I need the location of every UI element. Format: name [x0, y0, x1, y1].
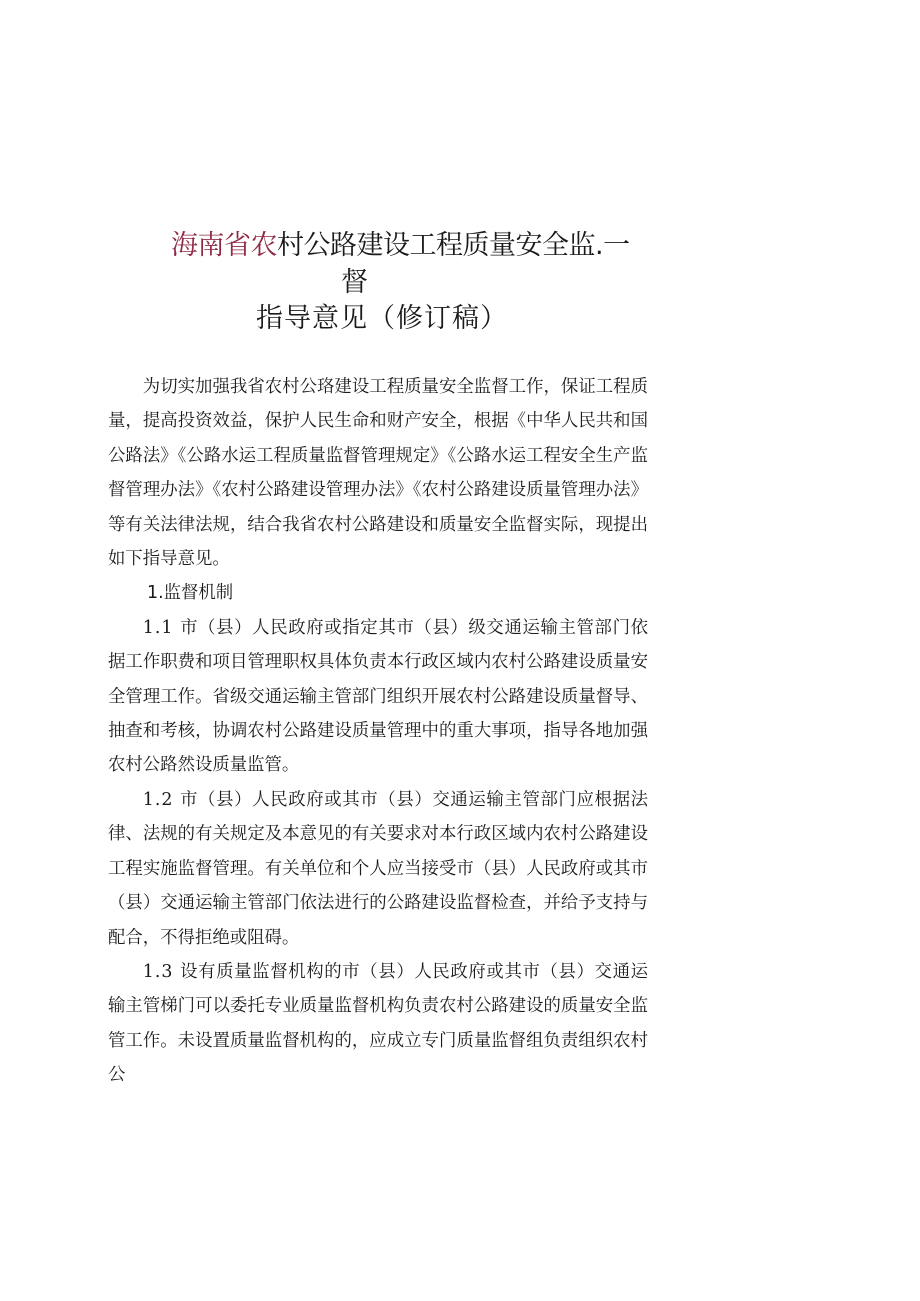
document-title-line1	[171, 226, 630, 266]
clause-number: 1.1	[142, 617, 174, 638]
clause-number: 1.2	[142, 789, 174, 810]
clause-text: 市（县）人民政府或其市（县）交通运输主管部门应根据法律、法规的有关规定及本意见的有关要求对本行政区域内农村公路建设工程实施监督管理。有关单位和个人应当接受市（县）人民政府或其市（县）交通运输主管部门依法进行的公路建设监督检查，并给予支持与配合，不得拒绝或阻碍。	[108, 789, 648, 948]
document-title-line2: 督	[341, 267, 368, 298]
title-rest-text: 村公路建设工程质量安全监.一	[277, 230, 630, 261]
clause-text: 设有质量监督机构的市（县）人民政府或其市（县）交通运输主管梯门可以委托专业质量监督机构负责农村公路建设的质量安全监管工作。未设置质量监督机构的，应成立专门质量监督组负责组织农村公	[108, 961, 648, 1086]
clause-paragraph	[108, 955, 648, 1093]
clause-paragraph	[108, 611, 648, 783]
clause-paragraph	[108, 783, 648, 955]
document-subtitle: 指导意见（修订稿）	[256, 303, 508, 334]
intro-paragraph: 为切实加强我省农村公珞建设工程质量安全监督工作，保证工程质量，提高投资效益，保护人民生命和财产安全，根据《中华人民共和国公路法》《公路水运工程质量监督管理规定》《公路水运工程安全生产监督管理办法》《农村公路建设管理办法》《农村公路建设质量管理办法》等有关法律法规，结合我省农村公路建设和质量安全监督实际，现提出如下指导意见。	[108, 377, 648, 570]
clause-text: 市（县）人民政府或指定其市（县）级交通运输主管部门依据工作职费和项目管理职权具体负责本行政区域内农村公路建设质量安全管理工作。省级交通运输主管部门组织开展农村公路建设质量督导、抽查和考核，协调农村公路建设质量管理中的重大事项，指导各地加强农村公路然设质量监管。	[108, 617, 648, 776]
document-body	[108, 370, 648, 1093]
clause-number: 1.3	[142, 961, 174, 982]
section-heading: 1.监督机制	[147, 583, 234, 604]
title-accent-text: 海南省农	[171, 230, 277, 261]
